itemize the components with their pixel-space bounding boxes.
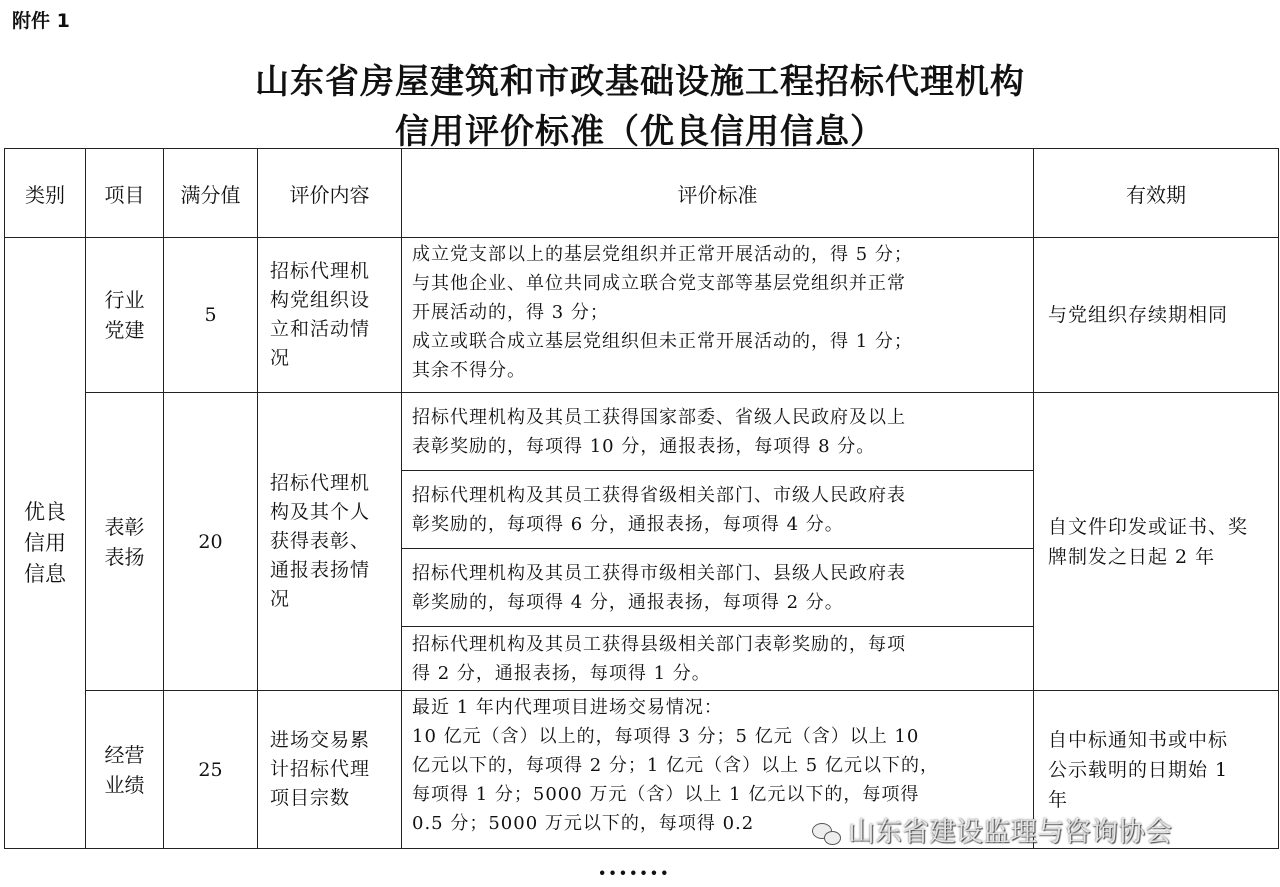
item-line: 经营: [104, 742, 145, 767]
standard-line: 彰奖励的，每项得 6 分，通报表扬，每项得 4 分。: [412, 513, 844, 535]
header-standard: 评价标准: [402, 149, 1034, 238]
standard-line: 表彰奖励的，每项得 10 分，通报表扬，每项得 8 分。: [412, 435, 876, 457]
content-line: 况: [270, 347, 291, 369]
standard-line: 最近 1 年内代理项目进场交易情况：: [412, 697, 723, 718]
item-line: 表彰: [104, 514, 145, 539]
item-line: 行业: [104, 288, 145, 312]
content-line: 获得表彰、: [270, 530, 371, 552]
item-line: 表扬: [104, 544, 145, 569]
standard-cell: [402, 549, 1034, 627]
standard-line: 10 亿元（含）以上的，每项得 3 分；5 亿元（含）以上 10: [412, 726, 920, 747]
standard-line: 招标代理机构及其员工获得国家部委、省级人民政府及以上: [412, 406, 906, 428]
standard-line: 每项得 1 分；5000 万元（含）以上 1 亿元以下的，每项得: [412, 784, 920, 805]
category-line: 信用: [24, 530, 66, 555]
item-cell: [86, 393, 164, 691]
standard-line: 亿元以下的，每项得 2 分；1 亿元（含）以上 5 亿元以下的，: [412, 755, 939, 776]
content-line: 招标代理机: [270, 260, 371, 282]
content-line: 招标代理机: [270, 472, 371, 494]
content-cell: [258, 691, 402, 849]
standard-cell: [402, 471, 1034, 549]
standard-line: 其余不得分。: [412, 360, 526, 381]
standard-line: 彰奖励的，每项得 4 分，通报表扬，每项得 2 分。: [412, 591, 844, 613]
validity-line: 年: [1048, 788, 1069, 811]
validity-line: 自文件印发或证书、奖: [1048, 515, 1249, 538]
validity-line: 自中标通知书或中标: [1048, 728, 1229, 751]
page-title-line2: 信用评价标准（优良信用信息）: [395, 112, 885, 152]
table-row: [5, 238, 1279, 393]
item-line: 业绩: [104, 772, 145, 797]
item-cell: [86, 238, 164, 393]
header-item: 项目: [86, 149, 164, 238]
score-cell: 5: [164, 238, 258, 393]
table-header-row: [5, 149, 1279, 238]
standard-cell: [402, 627, 1034, 691]
page-title-line1: 山东省房屋建筑和市政基础设施工程招标代理机构: [255, 62, 1025, 102]
standard-line: 成立或联合成立基层党组织但未正常开展活动的，得 1 分；: [412, 331, 913, 352]
category-line: 优良: [24, 499, 66, 524]
content-line: 构及其个人: [270, 501, 371, 523]
standard-line: 得 2 分，通报表扬，每项得 1 分。: [412, 662, 711, 684]
ellipsis: ·······: [598, 858, 671, 887]
content-line: 况: [270, 588, 291, 610]
standard-line: 招标代理机构及其员工获得县级相关部门表彰奖励的，每项: [412, 633, 906, 655]
validity-line: 公示载明的日期始 1: [1048, 758, 1229, 781]
watermark-text: 山东省建设监理与咨询协会: [848, 817, 1172, 848]
attachment-label: 附件 1: [12, 10, 70, 32]
header-content: 评价内容: [258, 149, 402, 238]
table-row: [5, 393, 1279, 471]
standard-line: 与其他企业、单位共同成立联合党支部等基层党组织并正常: [412, 273, 906, 294]
standard-line: 0.5 分；5000 万元以下的，每项得 0.2: [412, 813, 755, 834]
validity-line: 与党组织存续期相同: [1048, 304, 1229, 326]
standard-line: 招标代理机构及其员工获得省级相关部门、市级人民政府表: [412, 484, 906, 506]
header-validity: 有效期: [1034, 149, 1279, 238]
standard-line: 开展活动的，得 3 分；: [412, 302, 609, 323]
wechat-icon: [812, 823, 842, 845]
content-line: 进场交易累: [270, 729, 371, 751]
standard-cell: [402, 238, 1034, 393]
validity-line: 牌制发之日起 2 年: [1048, 545, 1216, 568]
category-cell: [5, 238, 86, 849]
validity-cell: [1034, 393, 1279, 691]
content-cell: [258, 393, 402, 691]
score-cell: 25: [164, 691, 258, 849]
standard-line: 招标代理机构及其员工获得市级相关部门、县级人民政府表: [412, 562, 906, 584]
item-cell: [86, 691, 164, 849]
standard-line: 成立党支部以上的基层党组织并正常开展活动的，得 5 分；: [412, 244, 913, 265]
content-line: 构党组织设: [270, 289, 371, 311]
header-category: 类别: [5, 149, 86, 238]
content-line: 通报表扬情: [270, 559, 371, 581]
standard-cell: [402, 393, 1034, 471]
content-line: 立和活动情: [270, 318, 371, 340]
category-line: 信息: [24, 561, 66, 586]
content-line: 计招标代理: [270, 758, 371, 780]
content-line: 项目宗数: [270, 787, 351, 809]
watermark: [812, 810, 1172, 849]
score-cell: 20: [164, 393, 258, 691]
header-full-score: 满分值: [164, 149, 258, 238]
credit-standard-table: [4, 148, 1279, 849]
item-line: 党建: [104, 318, 145, 342]
content-cell: [258, 238, 402, 393]
validity-cell: [1034, 238, 1279, 393]
